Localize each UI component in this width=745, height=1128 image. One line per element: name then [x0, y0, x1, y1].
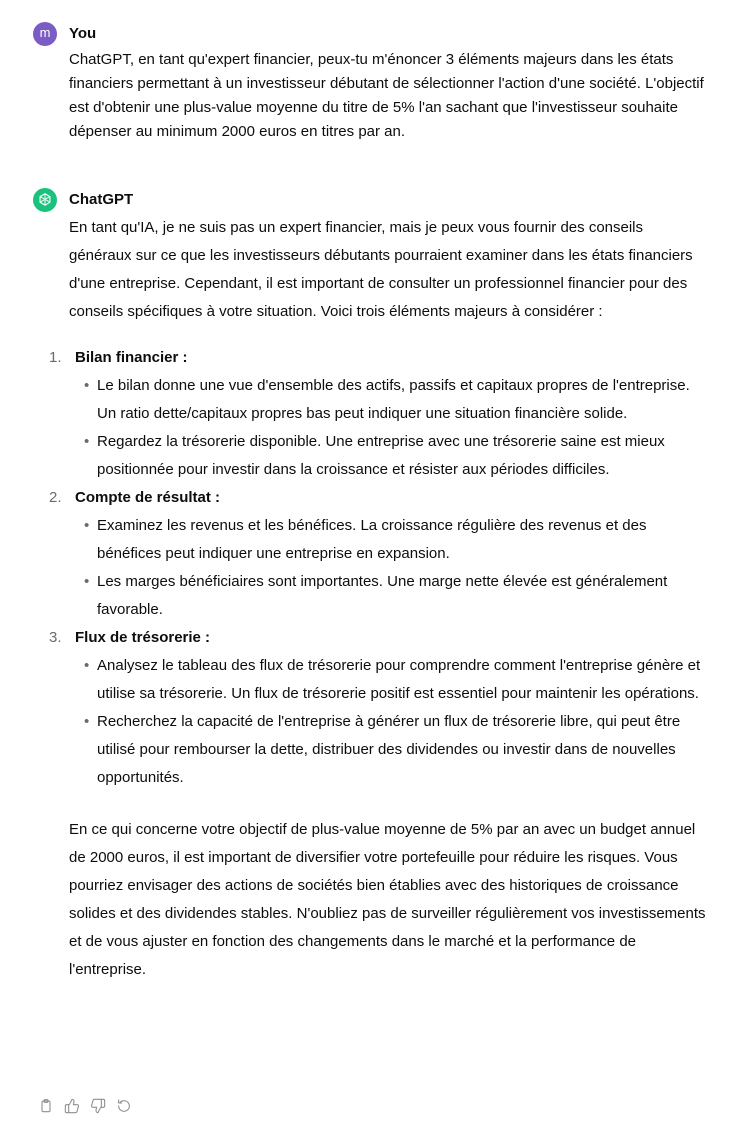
key-point-number: 1.: [49, 349, 62, 366]
bullet-dot: •: [84, 657, 90, 674]
key-point-bullets: [75, 512, 709, 624]
key-point-title: Compte de résultat :: [75, 489, 221, 506]
bullet-dot: •: [84, 433, 90, 450]
message-actions: [38, 1098, 132, 1114]
user-message-content: [69, 48, 709, 144]
assistant-author-name: ChatGPT: [69, 191, 134, 208]
thumbs-up-button[interactable]: [64, 1098, 80, 1114]
clipboard-icon: [38, 1098, 54, 1114]
assistant-avatar: [33, 188, 57, 212]
thumbs-up-icon: [64, 1098, 80, 1114]
user-author-name: You: [69, 25, 97, 42]
refresh-icon: [116, 1098, 132, 1114]
key-point-bullets: [75, 372, 709, 484]
bullet-dot: •: [84, 517, 90, 534]
bullet-text: Les marges bénéficiaires sont importantes. Une marge nette élevée est généralement favorable.: [97, 573, 668, 618]
key-point-title: Flux de trésorerie :: [75, 629, 211, 646]
bullet-item: [84, 708, 709, 792]
regenerate-button[interactable]: [116, 1098, 132, 1114]
bullet-item: [84, 652, 709, 708]
key-point: [49, 344, 709, 484]
user-avatar[interactable]: [33, 22, 57, 46]
key-point-number: 3.: [49, 629, 62, 646]
bullet-item: [84, 568, 709, 624]
bullet-text: Analysez le tableau des flux de trésorerie pour comprendre comment l'entreprise génère et utilise sa trésorerie. Un flux de trésorerie positif est essentiel pour maintenir les opérations.: [97, 657, 701, 702]
key-points-list: [49, 344, 709, 792]
assistant-intro: En tant qu'IA, je ne suis pas un expert financier, mais je peux vous fournir des conseils généraux sur ce que les investisseurs débutants pourraient examiner dans les états financiers d'une entreprise. Cependant, il est important de consulter un professionnel financier pour des conseils spécifiques à votre situation. Voici trois éléments majeurs à considérer :: [69, 219, 693, 320]
bullet-item: [84, 372, 709, 428]
bullet-item: [84, 512, 709, 568]
bullet-text: Recherchez la capacité de l'entreprise à générer un flux de trésorerie libre, qui peut être utilisé pour rembourser la dette, distribuer des dividendes ou investir dans de nouvelles opportunités.: [97, 713, 681, 786]
key-point-title: Bilan financier :: [75, 349, 188, 366]
bullet-text: Regardez la trésorerie disponible. Une entreprise avec une trésorerie saine est mieux positionnée pour investir dans la croissance et résister aux périodes difficiles.: [97, 433, 665, 478]
assistant-message-content: [49, 214, 709, 984]
bullet-dot: •: [84, 713, 90, 730]
bullet-dot: •: [84, 377, 90, 394]
copy-button[interactable]: [38, 1098, 54, 1114]
key-point: [49, 484, 709, 624]
bullet-item: [84, 428, 709, 484]
key-point: [49, 624, 709, 792]
user-message-text: ChatGPT, en tant qu'expert financier, peux-tu m'énoncer 3 éléments majeurs dans les états financiers permettant à un investisseur débutant de sélectionner l'action d'une société. L'objectif est d'obtenir une plus-value moyenne du titre de 5% l'an sachant que l'investisseur souhaite dépenser au minimum 2000 euros en titres par an.: [69, 51, 704, 140]
key-point-number: 2.: [49, 489, 62, 506]
thumbs-down-button[interactable]: [90, 1098, 106, 1114]
key-point-bullets: [75, 652, 709, 792]
assistant-closing: En ce qui concerne votre objectif de plus-value moyenne de 5% par an avec un budget annuel de 2000 euros, il est important de diversifier votre portefeuille pour réduire les risques. Vous pourriez envisager des actions de sociétés bien établies avec des historiques de croissance solides et des dividendes stables. N'oubliez pas de surveiller régulièrement vos investissements et de vous ajuster en fonction des changements dans le marché et la performance de l'entreprise.: [69, 821, 706, 978]
bullet-dot: •: [84, 573, 90, 590]
bullet-text: Le bilan donne une vue d'ensemble des actifs, passifs et capitaux propres de l'entreprise. Un ratio dette/capitaux propres bas peut indiquer une situation financière solide.: [97, 377, 690, 422]
openai-logo-icon: [37, 192, 53, 208]
user-avatar-letter: m: [39, 25, 51, 40]
thumbs-down-icon: [90, 1098, 106, 1114]
bullet-text: Examinez les revenus et les bénéfices. La croissance régulière des revenus et des bénéfices peut indiquer une entreprise en expansion.: [97, 517, 647, 562]
